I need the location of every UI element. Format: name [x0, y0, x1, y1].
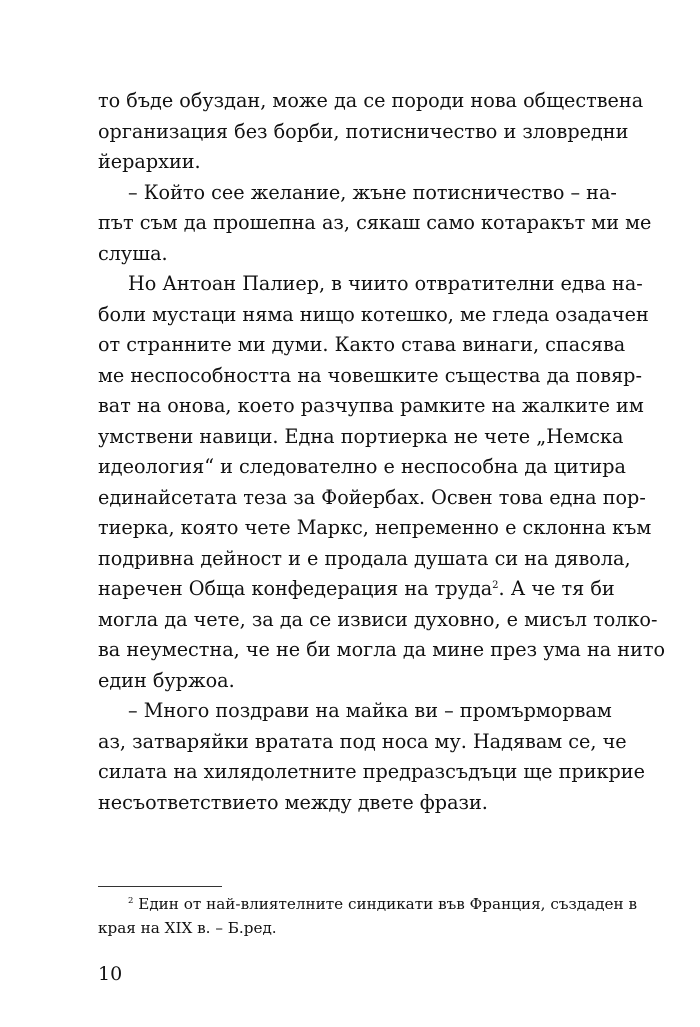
text-line: ват на онова, което разчупва рамките на жалките им	[98, 394, 644, 417]
footnote-reference[interactable]: 2	[492, 580, 499, 591]
text-line: несъответствието между двете фрази.	[98, 790, 488, 814]
body-text	[98, 86, 666, 818]
footnote-divider	[98, 886, 222, 887]
text-line-start: наречен Обща конфедерация на труда	[98, 577, 493, 600]
text-line: – Много поздрави на майка ви – промърморвам	[128, 699, 612, 722]
text-line: единайсетата теза за Фойербах. Освен това една пор-	[98, 485, 646, 509]
text-line: подривна дейност и е продала душата си на дявола,	[98, 546, 631, 570]
text-line: могла да чете, за да се извиси духовно, е мисъл толко-	[98, 607, 658, 631]
footnote-line	[98, 892, 638, 916]
text-line: аз, затваряйки вратата под носа му. Надявам се, че	[98, 729, 627, 753]
text-line: силата на хилядолетните предразсъдъци ще прикрие	[98, 760, 645, 783]
text-line: – Който сее желание, жъне потисничество – на-	[128, 180, 617, 204]
footnote	[98, 892, 638, 940]
text-line-end: . А че тя би	[498, 577, 615, 600]
text-line-with-footnote-ref	[98, 574, 615, 605]
text-line: то бъде обуздан, може да се породи нова обществена	[98, 89, 644, 112]
text-line: един буржоа.	[98, 668, 235, 692]
text-line: от странните ми думи. Както става винаги, спасява	[98, 333, 626, 356]
text-line: тиерка, която чете Маркс, непременно е склонна към	[98, 516, 652, 539]
footnote-marker: 2	[128, 896, 134, 906]
text-line: път съм да прошепна аз, сякаш само котаракът ми ме	[98, 211, 652, 234]
footnote-text-start: Един от най-влиятелните синдикати във Франция, създаден в	[133, 895, 638, 913]
text-line: умствени навици. Една портиерка не чете „Немска	[98, 424, 624, 448]
footnote-line: края на XIX в. – Б.ред.	[98, 919, 277, 937]
text-line: идеология“ и следователно е неспособна да цитира	[98, 455, 626, 478]
text-line: йерархии.	[98, 150, 201, 173]
text-line: ва неуместна, че не би могла да мине през ума на нито	[98, 638, 666, 661]
text-line: организация без борби, потисничество и зловредни	[98, 119, 629, 143]
text-line: ме неспособността на човешките същества да повяр-	[98, 363, 642, 387]
page-number: 10	[98, 963, 123, 985]
text-line: Но Антоан Палиер, в чиито отвратителни едва на-	[128, 272, 643, 295]
text-line: слуша.	[98, 241, 168, 265]
text-line: боли мустаци няма нищо котешко, ме гледа озадачен	[98, 302, 649, 326]
